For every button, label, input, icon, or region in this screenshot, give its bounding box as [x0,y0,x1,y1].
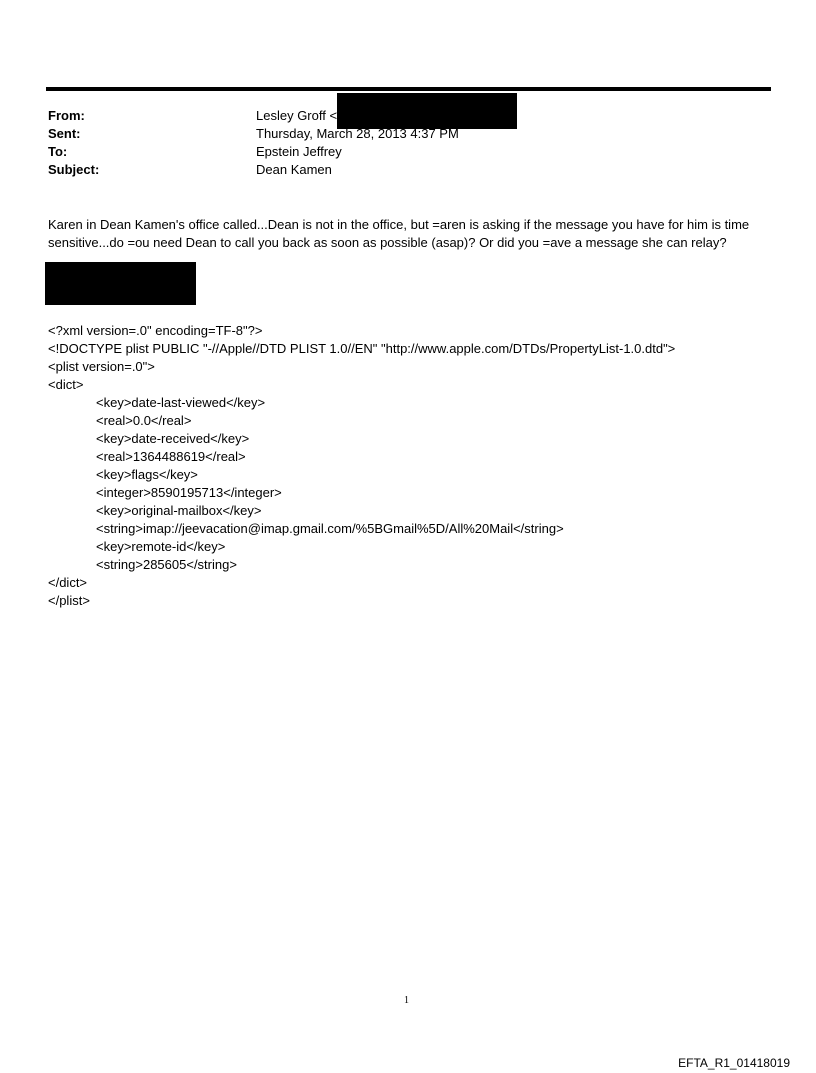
from-value: Lesley Groff < [256,108,338,123]
message-line-2: sensitive...do =ou need Dean to call you back as soon as possible (asap)? Or did you =ave a message she can relay? [48,235,727,250]
plist-line: <key>date-last-viewed</key> [96,395,266,410]
plist-line: <?xml version=.0" encoding=TF-8"?> [48,323,263,338]
plist-line: </dict> [48,575,88,590]
plist-line: <integer>8590195713</integer> [96,485,282,500]
plist-line: </plist> [48,593,90,608]
redaction-box-sender-email [337,93,517,129]
to-label: To: [48,144,68,159]
header-rule [46,87,771,91]
subject-label: Subject: [48,162,100,177]
plist-line: <string>imap://jeevacation@imap.gmail.com/%5BGmail%5D/All%20Mail</string> [96,521,564,536]
sent-label: Sent: [48,126,81,141]
page-number: 1 [404,995,409,1006]
plist-line: <key>remote-id</key> [96,539,226,554]
plist-line: <plist version=.0"> [48,359,155,374]
document-id: EFTA_R1_01418019 [678,1056,790,1070]
sent-value: Thursday, March 28, 2013 4:37 PM [256,126,459,141]
plist-line: <key>original-mailbox</key> [96,503,262,518]
plist-line: <real>1364488619</real> [96,449,246,464]
plist-line: <!DOCTYPE plist PUBLIC "-//Apple//DTD PLIST 1.0//EN" "http://www.apple.com/DTDs/PropertyList-1.0.dtd"> [48,341,676,356]
plist-line: <dict> [48,377,84,392]
redaction-box-signature [45,262,196,305]
plist-line: <real>0.0</real> [96,413,192,428]
from-label: From: [48,108,85,123]
plist-line: <string>285605</string> [96,557,237,572]
plist-line: <key>date-received</key> [96,431,250,446]
plist-line: <key>flags</key> [96,467,198,482]
subject-value: Dean Kamen [256,162,332,177]
to-value: Epstein Jeffrey [256,144,342,159]
message-line-1: Karen in Dean Kamen's office called...Dean is not in the office, but =aren is asking if the message you have for him is time [48,217,750,232]
